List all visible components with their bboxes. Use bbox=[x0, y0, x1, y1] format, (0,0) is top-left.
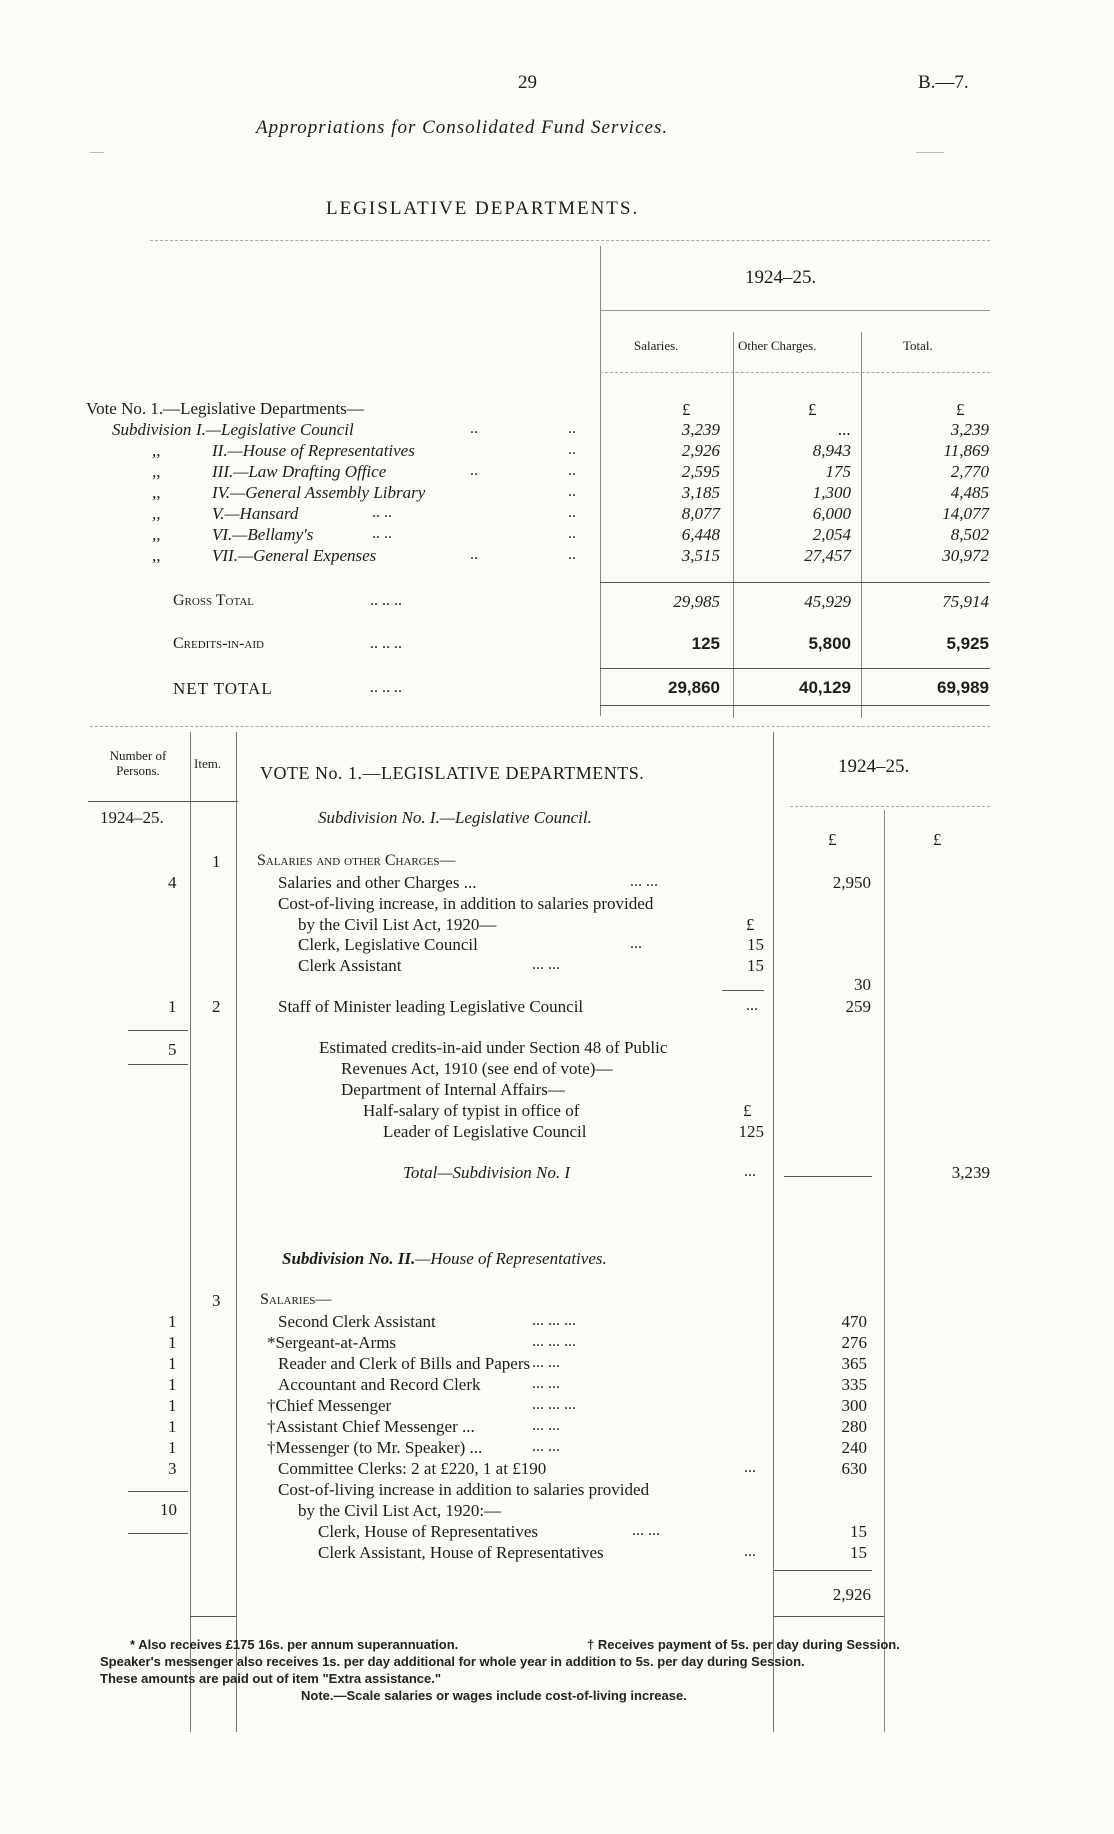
sub2-row-amount: 276 bbox=[841, 1333, 867, 1352]
summary-row-other: 2,054 bbox=[812, 525, 851, 544]
leader-dots: ... bbox=[744, 1543, 756, 1560]
page-title: LEGISLATIVE DEPARTMENTS. bbox=[326, 198, 640, 219]
leader-dots: ... ... bbox=[630, 873, 658, 890]
sub2-row-persons: 1 bbox=[168, 1396, 177, 1415]
sub2-row-amount: 240 bbox=[841, 1438, 867, 1457]
subdivision-1-title: Subdivision No. I.—Legislative Council. bbox=[318, 808, 592, 827]
summary-row-salaries: 3,515 bbox=[681, 546, 720, 565]
vote-heading: VOTE No. 1.—LEGISLATIVE DEPARTMENTS. bbox=[260, 763, 645, 783]
subdivision-2-title-number: Subdivision No. II. bbox=[282, 1249, 416, 1268]
summary-row-prefix: ,, bbox=[152, 483, 161, 502]
persons-4: 4 bbox=[168, 873, 177, 892]
subdivision-2-title-name: —House of Representatives. bbox=[415, 1249, 607, 1268]
estimated-credits-line5: Leader of Legislative Council bbox=[383, 1122, 587, 1141]
summary-row-prefix: ,, bbox=[152, 546, 161, 565]
summary-row-prefix: ,, bbox=[152, 441, 161, 460]
summary-row-other: ... bbox=[838, 420, 851, 439]
salaries-other-line: Salaries and other Charges ... bbox=[278, 873, 477, 892]
leader-dots: ... ... bbox=[532, 1438, 560, 1455]
leader-dots: ... ... bbox=[532, 956, 560, 973]
row-dots: .. bbox=[568, 420, 576, 437]
summary-row-total: 30,972 bbox=[942, 546, 989, 565]
sub2-row-label: †Chief Messenger bbox=[267, 1396, 392, 1415]
sub2-row-label: †Messenger (to Mr. Speaker) ... bbox=[267, 1438, 483, 1457]
item-number-3: 3 bbox=[212, 1291, 221, 1310]
row-dots: .. bbox=[568, 441, 576, 458]
sub2-clerk-assistant-label: Clerk Assistant, House of Representatives bbox=[318, 1543, 604, 1562]
col-total: Total. bbox=[903, 338, 933, 353]
estimated-credits-line2: Revenues Act, 1910 (see end of vote)— bbox=[341, 1059, 613, 1078]
summary-row-label: II.—House of Representatives bbox=[212, 441, 415, 460]
pound-sign: £ bbox=[743, 1101, 752, 1120]
detail-year-left: 1924–25. bbox=[100, 808, 164, 827]
sub2-row-amount: 300 bbox=[841, 1396, 867, 1415]
leader-dots: ... ... bbox=[632, 1522, 660, 1539]
staff-amount: 259 bbox=[845, 997, 871, 1016]
sub2-row-persons: 1 bbox=[168, 1333, 177, 1352]
col-salaries: Salaries. bbox=[634, 338, 679, 353]
summary-row-salaries: 2,595 bbox=[681, 462, 720, 481]
sub2-row-label: †Assistant Chief Messenger ... bbox=[267, 1417, 475, 1436]
summary-row-total: 3,239 bbox=[950, 420, 989, 439]
credits-salaries: 125 bbox=[691, 634, 720, 653]
currency-total: £ bbox=[956, 400, 965, 419]
persons-total-sub2: 10 bbox=[160, 1500, 177, 1519]
sub2-col-line1: Cost-of-living increase in addition to salaries provided bbox=[278, 1480, 650, 1499]
summary-row-salaries: 6,448 bbox=[681, 525, 720, 544]
salaries-amount: 2,950 bbox=[832, 873, 871, 892]
leader-dots: ... bbox=[744, 1459, 756, 1476]
leader-dots: .. bbox=[470, 420, 478, 437]
sub2-clerk-label: Clerk, House of Representatives bbox=[318, 1522, 538, 1541]
summary-row-total: 14,077 bbox=[942, 504, 989, 523]
sub2-row-persons: 1 bbox=[168, 1417, 177, 1436]
gross-other: 45,929 bbox=[804, 592, 851, 611]
sub2-row-amount: 365 bbox=[841, 1354, 867, 1373]
net-total: 69,989 bbox=[937, 678, 989, 697]
sub1-section-heading: Salaries and other Charges— bbox=[257, 852, 456, 869]
sub2-section-heading: Salaries— bbox=[260, 1291, 332, 1308]
sub2-row-persons: 3 bbox=[168, 1459, 177, 1478]
sub2-clerk-assistant-amount: 15 bbox=[850, 1543, 867, 1562]
page-number: 29 bbox=[518, 72, 537, 93]
sub2-row-label: *Sergeant-at-Arms bbox=[267, 1333, 397, 1352]
sub2-row-amount: 630 bbox=[841, 1459, 867, 1478]
summary-row-label: V.—Hansard bbox=[212, 504, 299, 523]
net-salaries: 29,860 bbox=[668, 678, 720, 697]
sub2-row-label: Second Clerk Assistant bbox=[278, 1312, 436, 1331]
estimated-credits-line4: Half-salary of typist in office of bbox=[363, 1101, 580, 1120]
credits-dots: .. .. .. bbox=[370, 635, 402, 652]
sub1-total-label: Total—Subdivision No. I bbox=[403, 1163, 571, 1182]
summary-row-prefix: ,, bbox=[152, 504, 161, 523]
item-number-1: 1 bbox=[212, 852, 221, 871]
sub2-row-amount: 280 bbox=[841, 1417, 867, 1436]
sub2-row-label: Reader and Clerk of Bills and Papers bbox=[278, 1354, 531, 1373]
detail-year: 1924–25. bbox=[838, 756, 910, 777]
summary-row-salaries: 3,185 bbox=[681, 483, 720, 502]
document-code: B.—7. bbox=[918, 72, 969, 93]
summary-row-prefix: Subdivision bbox=[112, 420, 192, 439]
footnote-note: Note.—Scale salaries or wages include cost-of-living increase. bbox=[301, 1688, 687, 1703]
col-increase-line2: by the Civil List Act, 1920— bbox=[298, 915, 497, 934]
summary-row-total: 8,502 bbox=[950, 525, 989, 544]
sub2-row-label: Committee Clerks: 2 at £220, 1 at £190 bbox=[278, 1459, 547, 1478]
summary-row-prefix: ,, bbox=[152, 462, 161, 481]
summary-row-salaries: 2,926 bbox=[681, 441, 720, 460]
currency-col-2: £ bbox=[933, 830, 942, 849]
sub2-row-amount: 335 bbox=[841, 1375, 867, 1394]
page-subtitle: Appropriations for Consolidated Fund Services. bbox=[256, 117, 669, 138]
credits-other: 5,800 bbox=[808, 634, 851, 653]
sub2-row-persons: 1 bbox=[168, 1438, 177, 1457]
item-number-2: 2 bbox=[212, 997, 221, 1016]
clerk-label: Clerk, Legislative Council bbox=[298, 935, 478, 954]
staff-label: Staff of Minister leading Legislative Council bbox=[278, 997, 584, 1016]
leader-dots: ... ... ... bbox=[532, 1396, 576, 1413]
row-dots: .. bbox=[568, 546, 576, 563]
col-other-charges: Other Charges. bbox=[738, 338, 817, 353]
gross-dots: .. .. .. bbox=[370, 592, 402, 609]
footnote-line3: These amounts are paid out of item "Extra assistance." bbox=[100, 1671, 442, 1686]
clerk-assistant-label: Clerk Assistant bbox=[298, 956, 402, 975]
sub1-total-amount: 3,239 bbox=[951, 1163, 990, 1182]
leader-dots: ... ... ... bbox=[532, 1333, 576, 1350]
row-dots: .. bbox=[568, 504, 576, 521]
summary-row-other: 175 bbox=[825, 462, 851, 481]
summary-row-label: III.—Law Drafting Office bbox=[212, 462, 387, 481]
vote-title: Vote No. 1.—Legislative Departments— bbox=[86, 399, 364, 418]
leader-dots: ... bbox=[630, 935, 642, 952]
col-increase-line1: Cost-of-living increase, in addition to salaries provided bbox=[278, 894, 654, 913]
row-dots: .. bbox=[568, 525, 576, 542]
summary-row-other: 1,300 bbox=[812, 483, 851, 502]
rule bbox=[916, 152, 944, 153]
sub2-row-amount: 470 bbox=[841, 1312, 867, 1331]
summary-row-other: 27,457 bbox=[804, 546, 851, 565]
leader-dots: ... ... bbox=[532, 1354, 560, 1371]
summary-row-other: 6,000 bbox=[812, 504, 851, 523]
sub2-col-line2: by the Civil List Act, 1920:— bbox=[298, 1501, 502, 1520]
leader-dots: .. bbox=[470, 546, 478, 563]
summary-row-total: 11,869 bbox=[943, 441, 989, 460]
gross-total-label: Gross Total bbox=[173, 592, 255, 609]
leader-dots: .. .. bbox=[372, 504, 392, 521]
sub2-row-persons: 1 bbox=[168, 1375, 177, 1394]
net-total-label: NET TOTAL bbox=[173, 679, 273, 698]
rule bbox=[90, 152, 104, 153]
leader-dots: ... ... bbox=[532, 1375, 560, 1392]
leader-dots: .. .. bbox=[372, 525, 392, 542]
leader-dots: ... bbox=[746, 997, 758, 1014]
estimated-credits-line1: Estimated credits-in-aid under Section 48 of Public bbox=[319, 1038, 668, 1057]
currency-other: £ bbox=[808, 400, 817, 419]
estimated-credits-line3: Department of Internal Affairs— bbox=[341, 1080, 565, 1099]
persons-total-sub1: 5 bbox=[168, 1040, 177, 1059]
credits-label: Credits-in-aid bbox=[173, 635, 264, 652]
summary-row-total: 4,485 bbox=[950, 483, 989, 502]
leader-dots: ... ... bbox=[532, 1417, 560, 1434]
summary-row-label: VI.—Bellamy's bbox=[212, 525, 314, 544]
persons-1: 1 bbox=[168, 997, 177, 1016]
leader-dots: ... ... ... bbox=[532, 1312, 576, 1329]
sub2-row-persons: 1 bbox=[168, 1312, 177, 1331]
summary-row-salaries: 8,077 bbox=[681, 504, 720, 523]
summary-row-label: IV.—General Assembly Library bbox=[212, 483, 426, 502]
sub2-clerk-amount: 15 bbox=[850, 1522, 867, 1541]
footnote-dagger: † Receives payment of 5s. per day during Session. bbox=[587, 1637, 900, 1652]
col-item: Item. bbox=[194, 756, 222, 771]
leader-dots: ... bbox=[744, 1163, 756, 1180]
row-dots: .. bbox=[568, 483, 576, 500]
footnote-star: * Also receives £175 16s. per annum superannuation. bbox=[130, 1637, 459, 1652]
gross-salaries: 29,985 bbox=[673, 592, 720, 611]
summary-row-salaries: 3,239 bbox=[681, 420, 720, 439]
currency-salaries: £ bbox=[682, 400, 691, 419]
clerk-assistant-amount: 15 bbox=[747, 956, 764, 975]
sub2-row-persons: 1 bbox=[168, 1354, 177, 1373]
summary-year: 1924–25. bbox=[745, 267, 817, 288]
sub2-subtotal: 2,926 bbox=[832, 1585, 871, 1604]
subdivision-2-title bbox=[282, 1249, 607, 1269]
summary-row-prefix: ,, bbox=[152, 525, 161, 544]
gross-total: 75,914 bbox=[942, 592, 989, 611]
currency-col-1: £ bbox=[828, 830, 837, 849]
pound-sign: £ bbox=[746, 915, 755, 934]
row-dots: .. bbox=[568, 462, 576, 479]
col-number-of-persons: Number of Persons. bbox=[109, 748, 167, 778]
estimated-credits-amount: 125 bbox=[738, 1122, 764, 1141]
col-total-amount: 30 bbox=[854, 975, 871, 994]
sub2-row-label: Accountant and Record Clerk bbox=[278, 1375, 481, 1394]
net-other: 40,129 bbox=[799, 678, 851, 697]
footnote-line2: Speaker's messenger also receives 1s. per day additional for whole year in addition to 5s. per day during Session. bbox=[100, 1654, 805, 1669]
credits-total: 5,925 bbox=[946, 634, 989, 653]
summary-row-label: VII.—General Expenses bbox=[212, 546, 377, 565]
clerk-amount: 15 bbox=[747, 935, 764, 954]
net-dots: .. .. .. bbox=[370, 679, 402, 696]
summary-row-total: 2,770 bbox=[950, 462, 989, 481]
summary-row-other: 8,943 bbox=[812, 441, 851, 460]
summary-row-label: I.—Legislative Council bbox=[196, 420, 354, 439]
leader-dots: .. bbox=[470, 462, 478, 479]
